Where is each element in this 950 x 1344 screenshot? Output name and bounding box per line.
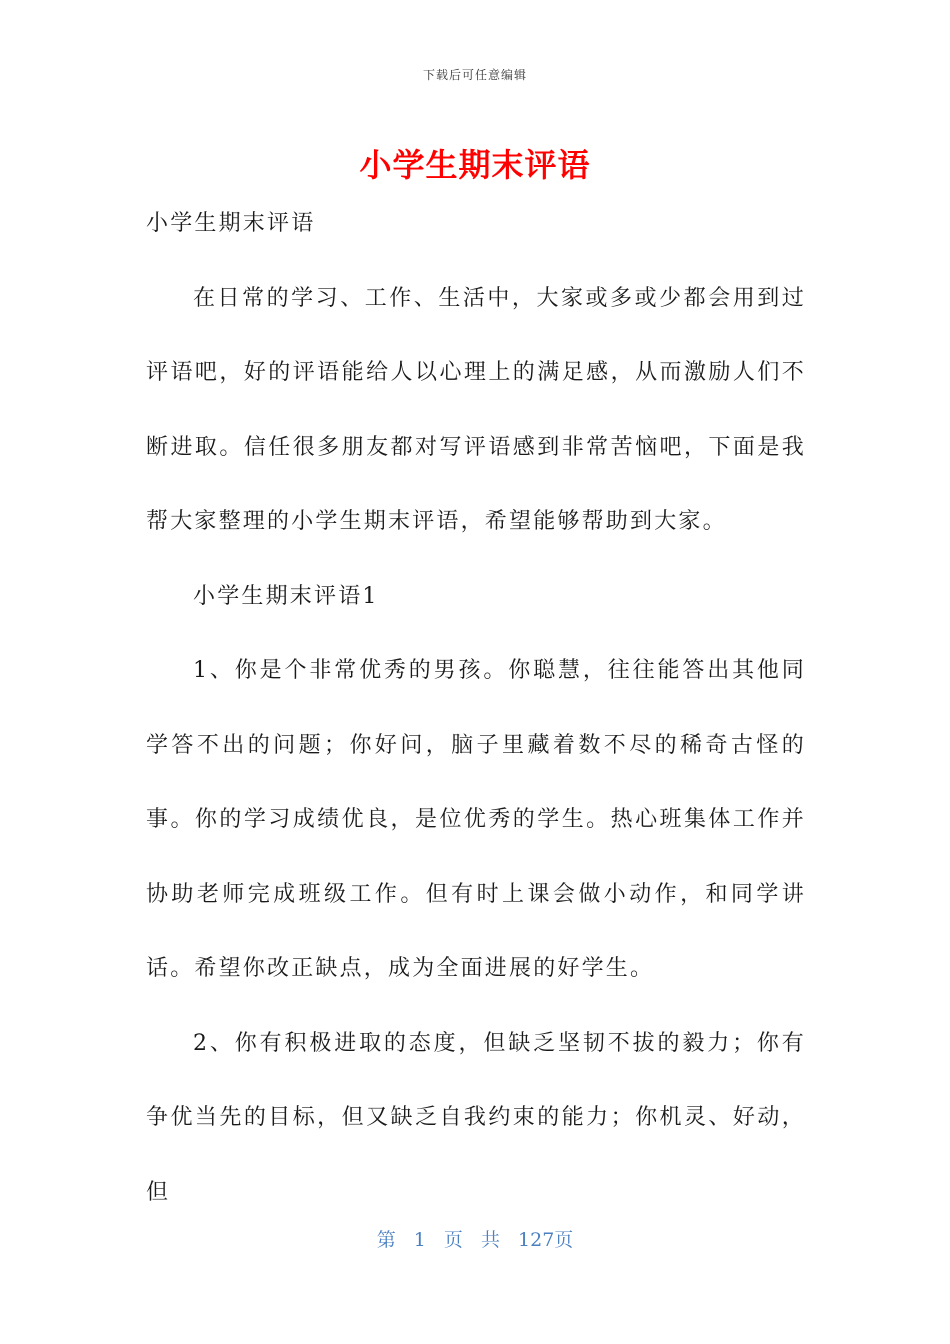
section-heading: 小学生期末评语1 <box>193 583 379 609</box>
document-title: 小学生期末评语 <box>359 146 591 184</box>
paragraph-comment-1: 1、你是个非常优秀的男孩。你聪慧，往往能答出其他同学答不出的问题；你好问，脑子里藏着数不尽的稀奇古怪的事。你的学习成绩优良，是位优秀的学生。热心班集体工作并协助老师完成班级工作。但有时上课会做小动作，和同学讲话。希望你改正缺点，成为全面进展的好学生。 <box>146 658 806 981</box>
paragraph-subtitle: 小学生期末评语 <box>146 211 316 236</box>
paragraph-intro: 在日常的学习、工作、生活中，大家或多或少都会用到过评语吧，好的评语能给人以心理上的满足感，从而激励人们不断进取。信任很多朋友都对写评语感到非常苦恼吧，下面是我帮大家整理的小学生期末评语，希望能够帮助到大家。 <box>146 285 806 534</box>
page-footer <box>0 1225 950 1252</box>
footer-total-word: 共 <box>480 1229 500 1251</box>
document-body <box>146 187 806 1230</box>
footer-current-page: 1 <box>413 1229 426 1251</box>
page-header: 下载后可任意编辑 <box>422 68 527 82</box>
footer-total-pages: 127页 <box>518 1229 574 1251</box>
paragraph-comment-2: 2、你有积极进取的态度，但缺乏坚韧不拔的毅力；你有争优当先的目标，但又缺乏自我约束的能力；你机灵、好动，但 <box>146 1030 806 1205</box>
footer-page-word: 页 <box>443 1229 463 1251</box>
footer-prefix: 第 <box>376 1229 396 1251</box>
